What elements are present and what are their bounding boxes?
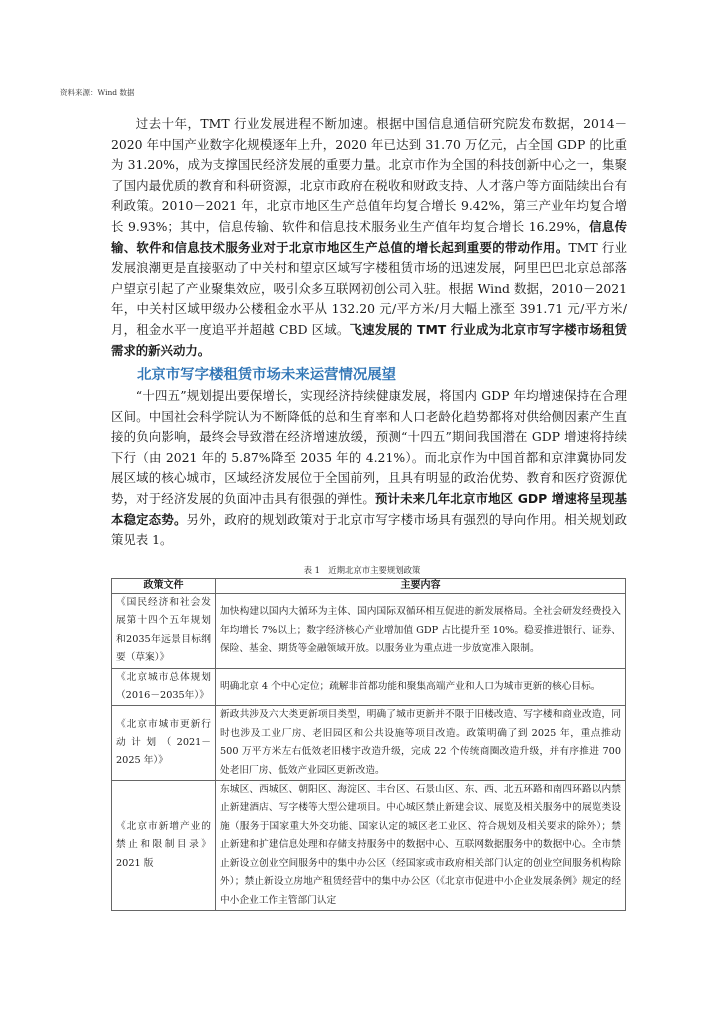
table-row [112, 781, 626, 911]
paragraph [111, 114, 627, 361]
section1-body [111, 114, 627, 361]
policy-doc-cell: 《国民经济和社会发展第十四个五年规划和2035年远景目标纲要（草案）》 [112, 594, 216, 669]
bold-text: 预计未来几年北京市地区 GDP 增速将呈现基本稳定态势。 [111, 490, 627, 527]
text-run: 另外，政府的规划政策对于北京市写字楼市场具有强烈的导向作用。相关规划政策见表 1。 [111, 511, 628, 548]
paragraph [111, 386, 627, 551]
policy-doc-cell: 《北京城市总体规划（2016－2035年）》 [112, 668, 216, 706]
section-heading: 北京市写字楼租赁市场未来运营情况展望 [137, 367, 397, 383]
source-note: 资料来源：Wind 数据 [60, 88, 135, 97]
section2-body [111, 386, 627, 551]
text-run: TMT 行业发展浪潮更是直接驱动了中关村和望京区域写字楼租赁市场的迅速发展，阿里巴巴北京总部落户望京引起了产业聚集效应，吸引众多互联网初创公司入驻。根据 Wind 数据，2010－2021 年，中关村区域甲级办公楼租金水平从 132.20 元/平方米/月大幅上涨至 391.71 元/平方米/月，租金水平一度追平并超越 CBD 区域。 [111, 239, 628, 337]
bold-text: 信息传输、软件和信息技术服务业对于北京市地区生产总值的增长起到重要的带动作用。 [111, 218, 628, 255]
policy-table [111, 578, 626, 911]
policy-doc-cell: 《北京市城市更新行动计划（2021－2025 年）》 [112, 706, 216, 781]
table-caption: 表 1 近期北京市主要规划政策 [303, 565, 421, 575]
table-header-row [112, 579, 626, 594]
table-row [112, 668, 626, 706]
table-row [112, 706, 626, 781]
policy-content-cell: 东城区、西城区、朝阳区、海淀区、丰台区、石景山区、东、西、北五环路和南四环路以内禁止新建酒店、写字楼等大型公建项目。中心城区禁止新建会议、展览及相关服务中的展览类设施（服务于国家重大外交功能、国家认定的城区老工业区、符合规划及相关要求的除外）；禁止新建和扩建信息处理和存储支持服务中的数据中心、互联网数据服务中的数据中心。全市禁止新设立创业空间服务中的集中办公区（经国家或市政府相关部门认定的创业空间服务机构除外）；禁止新设立房地产租赁经营中的集中办公区（《北京市促进中小企业发展条例》规定的经中小企业工作主管部门认定 [216, 781, 626, 911]
policy-content-cell: 明确北京 4 个中心定位；疏解非首都功能和聚集高端产业和人口为城市更新的核心目标。 [216, 668, 626, 706]
header-policy-doc: 政策文件 [112, 579, 216, 594]
header-main-content: 主要内容 [216, 579, 626, 594]
text-run: 过去十年，TMT 行业发展进程不断加速。根据中国信息通信研究院发布数据，2014－2020 年中国产业数字化规模逐年上升，2020 年已达到 31.70 万亿元，占全国 GDP 的比重为 31.20%，成为支撑国民经济发展的重要力量。北京市作为全国的科技创新中心之一，集聚了国内最优质的教育和科研资源，北京市政府在税收和财政支持、人才落户等方面陆续出台有利政策。2010－2021 年，北京市地区生产总值年均复合增长 9.42%，第三产业年均复合增长 9.93%；其中，信息传输、软件和信息技术服务业生产值年均复合增长 16.29%， [111, 116, 627, 234]
policy-doc-cell: 《北京市新增产业的禁止和限制目录》2021 版 [112, 781, 216, 911]
text-run: “十四五”规划提出要保增长，实现经济持续健康发展，将国内 GDP 年均增速保持在合理区间。中国社会科学院认为不断降低的总和生育率和人口老龄化趋势都将对供给侧因素产生直接的负向影响，最终会导致潜在经济增速放缓，预测“十四五”期间我国潜在 GDP 增速将持续下行（由 2021 年的 5.87%降至 2035 年的 4.21%）。而北京作为中国首都和京津冀协同发展区域的核心城市，区域经济发展位于全国前列，且具有明显的政治优势、教育和医疗资源优势，对于经济发展的负面冲击具有很强的弹性。 [111, 388, 627, 506]
table-row [112, 594, 626, 669]
policy-content-cell: 新政共涉及六大类更新项目类型，明确了城市更新并不限于旧楼改造、写字楼和商业改造，同时也涉及工业厂房、老旧园区和公共设施等项目改造。政策明确了到 2025 年，重点推动 500 万平方米左右低效老旧楼宇改造升级，完成 22 个传统商圈改造升级，并有序推进 700 处老旧厂房、低效产业园区更新改造。 [216, 706, 626, 781]
bold-text: 飞速发展的 TMT 行业成为北京市写字楼市场租赁需求的新兴动力。 [111, 321, 627, 358]
policy-content-cell: 加快构建以国内大循环为主体、国内国际双循环相互促进的新发展格局。全社会研发经费投入年均增长 7%以上；数字经济核心产业增加值 GDP 占比提升至 10%。稳妥推进银行、证券、保险、基金、期货等金融领域开放。以服务业为重点进一步放宽准入限制。 [216, 594, 626, 669]
